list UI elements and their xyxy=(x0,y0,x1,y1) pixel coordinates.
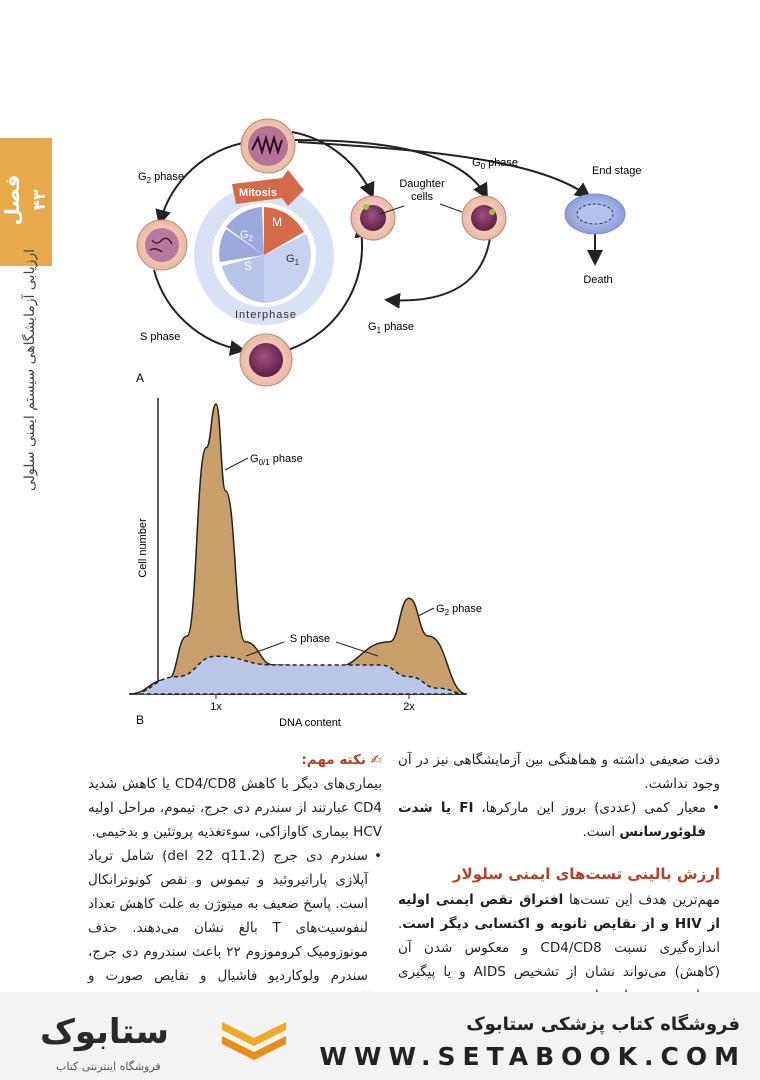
footer-url[interactable]: WWW.SETABOOK.COM xyxy=(319,1042,746,1071)
chapter-number: ۴۳ xyxy=(30,189,50,211)
y-axis-label: Cell number xyxy=(137,518,149,578)
x-tick-label-1x: 1x xyxy=(210,701,222,713)
daughter-cell-2 xyxy=(462,196,506,240)
g2-phase-label: $G_2$ phase xyxy=(138,171,185,185)
dna-histogram xyxy=(129,398,482,729)
daughter-label: Daughter xyxy=(399,178,445,190)
daughter-cell-1 xyxy=(351,196,395,240)
mitotic-cell xyxy=(241,119,295,173)
g01-annotation: $G_{0/1}$ phase xyxy=(250,453,303,467)
daughter-pointer-2 xyxy=(440,204,462,212)
right-line1: دقت ضعیفی داشته و هماهنگی بین آزمایشگاهی نیز در آن وجود نداشت. xyxy=(398,752,720,792)
s-phase-cycle-label: S phase xyxy=(140,331,181,343)
cells-label: cells xyxy=(410,191,434,203)
bullet-fi: • معیار کمی (عددی) بروز این مارکرها، FI یا شدت فلوئورسانس است. xyxy=(398,796,720,844)
g1-phase-label: $G_1$ phase xyxy=(368,321,415,335)
right-text-column xyxy=(398,748,720,1008)
setabook-logo-icon xyxy=(218,1016,290,1066)
g1-inner-label: $G_1$ xyxy=(286,253,300,267)
logo-word: ستابوک xyxy=(40,1012,169,1052)
s-annotation: S phase xyxy=(289,633,331,645)
g2-pointer xyxy=(418,608,434,616)
g01-g2-area xyxy=(129,404,467,694)
panel-b-label: B xyxy=(136,713,145,727)
section-heading: ارزش بالینی تست‌های ایمنی سلولار xyxy=(452,865,720,883)
mitosis-label: Mitosis xyxy=(239,187,277,199)
s-cell xyxy=(240,334,292,386)
g2-annotation: $G_2$ phase xyxy=(436,603,483,617)
left-text-column xyxy=(88,748,382,1012)
g2-cell xyxy=(137,220,187,270)
logo-subtitle: فروشگاه اینترنتی کتاب xyxy=(56,1060,161,1073)
x-axis-label: DNA content xyxy=(279,717,341,729)
x-tick-label-2x: 2x xyxy=(403,701,415,713)
chapter-label: فصل xyxy=(0,174,24,226)
clinical-paragraph: مهم‌ترین هدف این تست‌ها افتراق نقص ایمنی اولیه از HIV و از نقایص ثانویه و اکتسابی دیگر است. اندازه‌گیری نسبت CD4/CD8 و معکوس شدن آن (کاهش) می‌تواند نشان از تشخیص AIDS و یا پیگیری xyxy=(398,892,721,980)
digeorge-bullet: • سندرم دی جرج (del 22 q11.2) شامل تریاد آپلازی پاراتیروئید و تیموس و نقص کونوترانکال است. پاسخ ضعیف به میتوژن به علت کاهش تعداد لنفوسیت‌های T بالغ نشان می‌دهند. حذف مونوزومیک کروموزوم ۲۲ باعث سندروم دی جرج، سندرم ولوکاردیو فاشیال و نقایص صورت و xyxy=(88,844,382,1012)
death-label: Death xyxy=(583,274,613,286)
m-label: M xyxy=(272,215,282,229)
note-paragraph: بیماری‌های دیگر با کاهش CD4/CD8 یا کاهش شدید CD4 عبارتند از سندرم دی جرج، تیموم، مراحل اولیه HCV بیماری کاوازاکی، سوءتغذیه پروتئین و بدخیمی. xyxy=(88,776,382,840)
end-stage-cell xyxy=(565,194,625,234)
note-title: ✍ نکته مهم: xyxy=(301,752,382,768)
footer-title[interactable]: فروشگاه کتاب پزشکی ستابوک xyxy=(466,1014,740,1035)
g0-phase-label: $G_0$ phase xyxy=(472,157,519,171)
g01-pointer xyxy=(225,458,248,470)
chapter-subtitle: ارزیابی آزمایشگاهی سیستم ایمنی سلولی xyxy=(22,248,38,492)
interphase-label: Interphase xyxy=(235,309,297,321)
panel-a-label: A xyxy=(136,371,145,385)
g2-inner-label: $G_2$ xyxy=(240,229,254,243)
phase-wheel xyxy=(194,170,334,325)
s-inner-label: S xyxy=(244,259,253,273)
end-stage-label: End stage xyxy=(592,165,642,177)
